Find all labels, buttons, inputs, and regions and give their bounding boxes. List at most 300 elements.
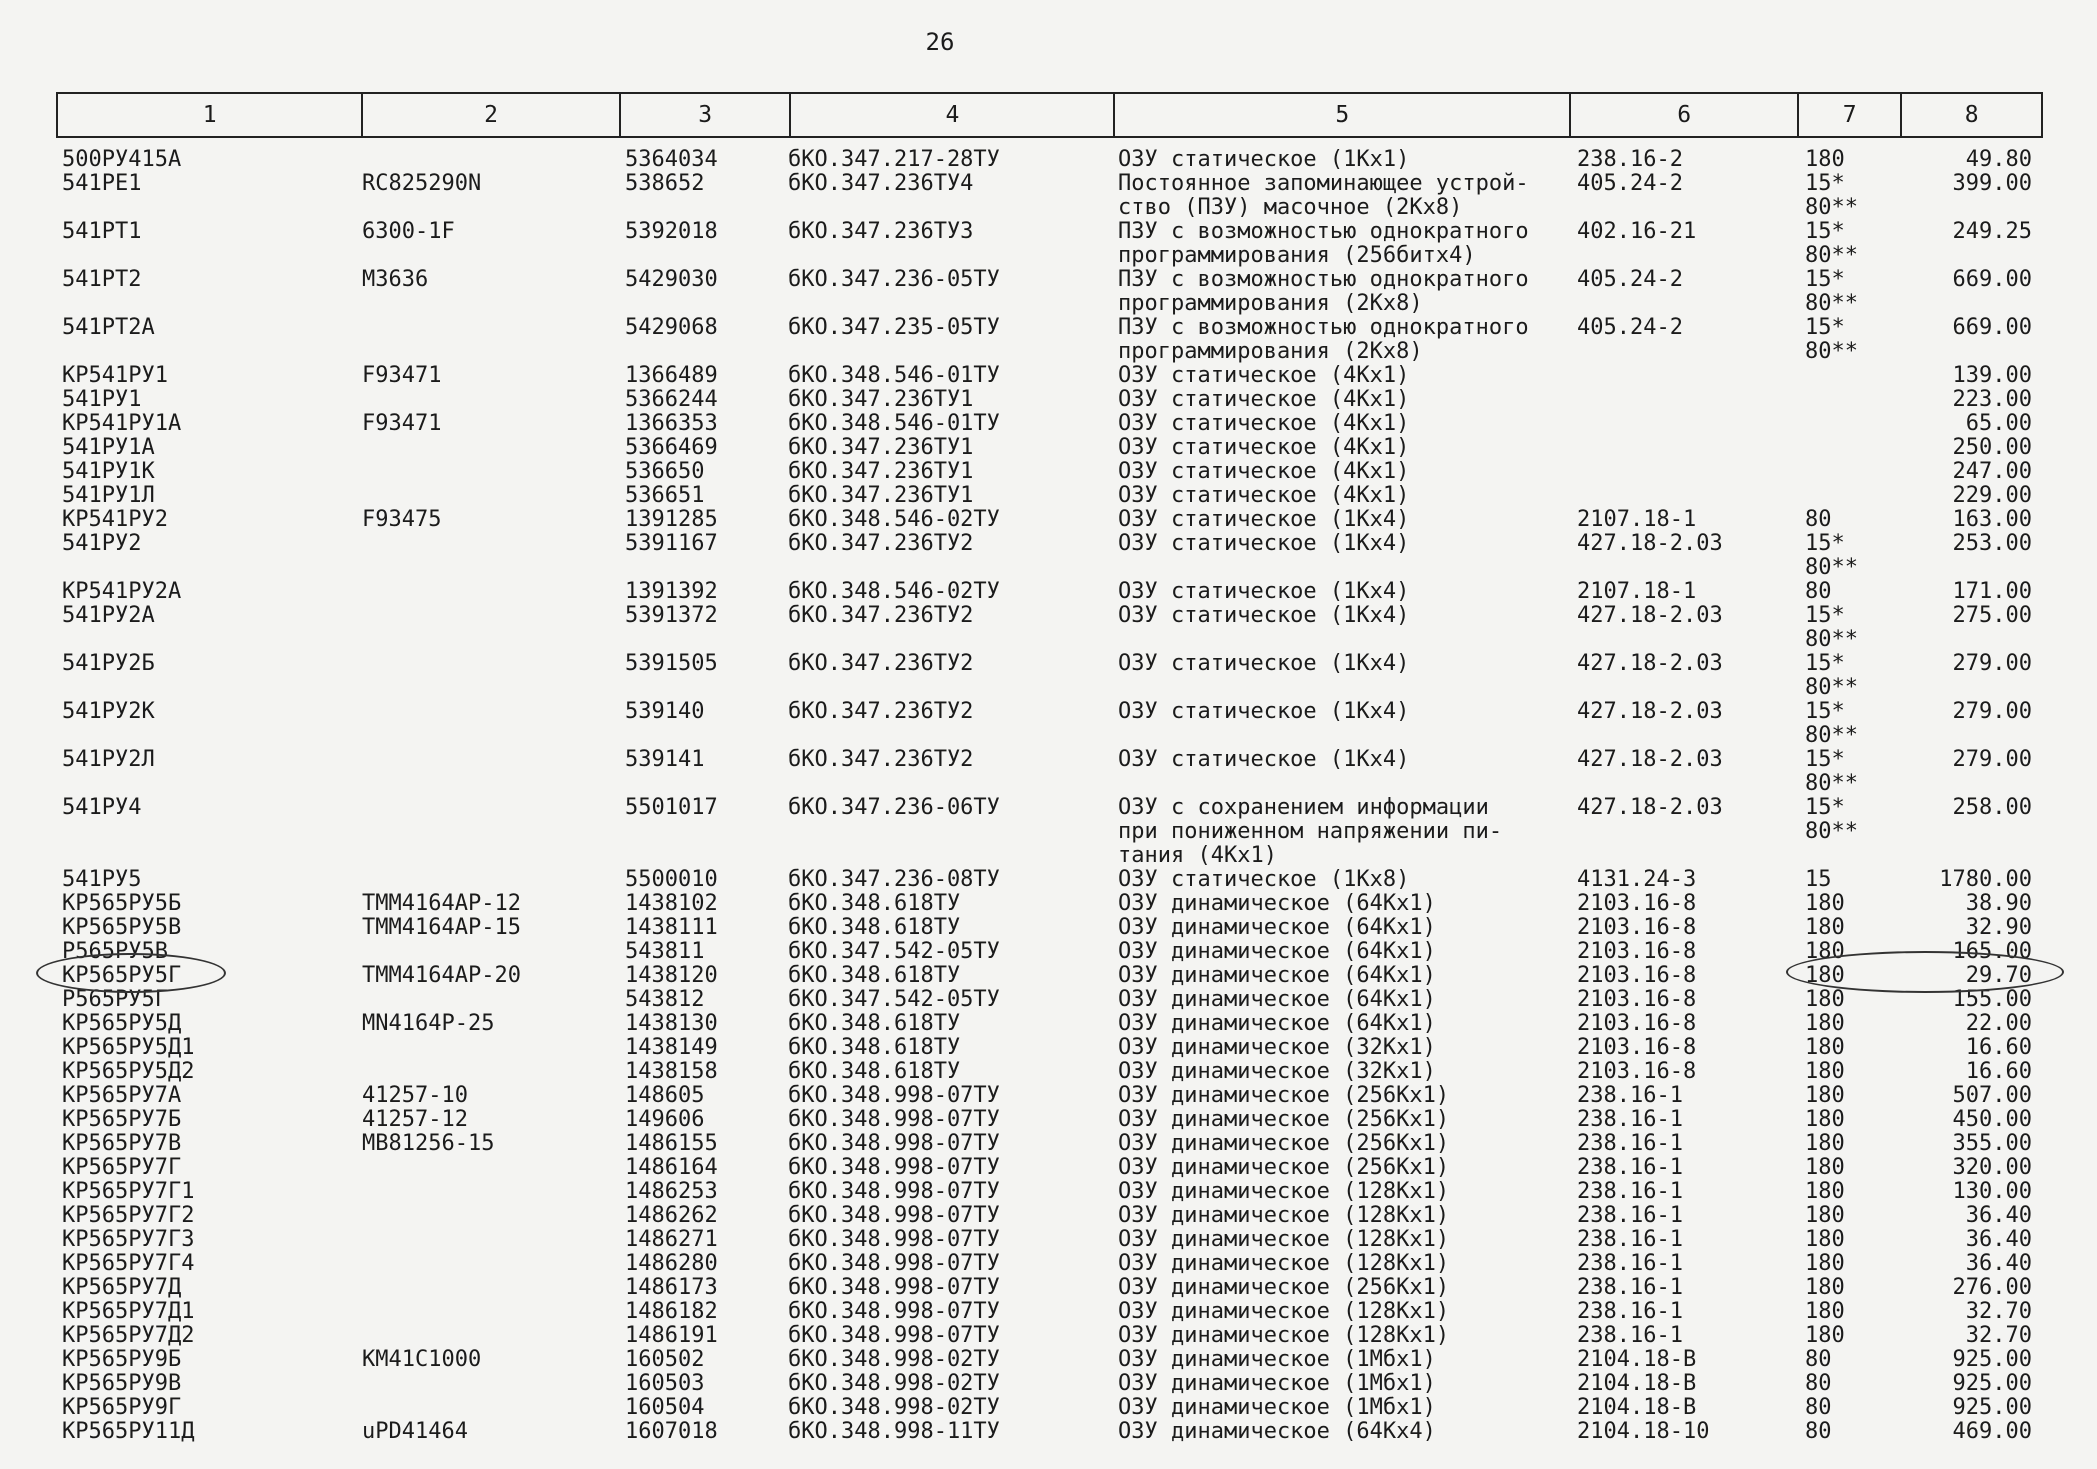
cell-col-6: 405.24-2 [1577,171,1683,196]
cell-col-4: бКО.347.236ТУ2 [788,699,974,724]
cell-col-5: ОЗУ динамическое (64Кх1) [1118,915,1436,940]
table-row [0,1012,2097,1036]
cell-col-8: 669.00 [1952,267,2032,292]
cell-col-3: 1438120 [625,963,718,988]
cell-col-4: бКО.348.618ТУ [788,1059,961,1084]
cell-col-6: 427.18-2.03 [1577,603,1723,628]
cell-col-3: 160503 [625,1371,705,1396]
cell-col-3: 1486155 [625,1131,718,1156]
cell-col-3: 5429068 [625,315,718,340]
cell-col-3: 536651 [625,483,705,508]
cell-col-8: 669.00 [1952,315,2032,340]
cell-col-7: 15* 80** [1805,603,1858,652]
header-col-8: 8 [1964,102,1979,128]
cell-col-7: 180 [1805,1131,1845,1156]
cell-col-6: 2107.18-1 [1577,507,1697,532]
table-row [0,316,2097,364]
cell-col-6: 238.16-1 [1577,1131,1683,1156]
cell-col-7: 180 [1805,1203,1845,1228]
table-row [0,364,2097,388]
table-row [0,460,2097,484]
cell-col-5: ОЗУ динамическое (64Кх1) [1118,891,1436,916]
cell-col-2: TMM4164AP-12 [362,891,521,916]
table-row [0,172,2097,220]
cell-col-1: КР565РУ9В [62,1371,182,1396]
cell-col-4: бКО.348.998-11ТУ [788,1419,1000,1444]
cell-col-7: 180 [1805,1179,1845,1204]
cell-col-3: 5501017 [625,795,718,820]
cell-col-8: 253.00 [1952,531,2032,556]
cell-col-8: 507.00 [1952,1083,2032,1108]
cell-col-5: ОЗУ статическое (1Кх4) [1118,603,1410,628]
cell-col-8: 65.00 [1965,411,2032,436]
table-row [0,1180,2097,1204]
cell-col-1: КР565РУ7Д1 [62,1299,195,1324]
cell-col-7: 15* 80** [1805,699,1858,748]
cell-col-7: 180 [1805,1299,1845,1324]
cell-col-8: 320.00 [1952,1155,2032,1180]
cell-col-1: 541РУ1Л [62,483,155,508]
cell-col-1: КР565РУ7Г4 [62,1251,195,1276]
cell-col-2: 6300-1F [362,219,455,244]
cell-col-7: 15* 80** [1805,267,1858,316]
table-row [0,1132,2097,1156]
cell-col-4: бКО.347.236-06ТУ [788,795,1000,820]
cell-col-5: ОЗУ динамическое (32Кх1) [1118,1035,1436,1060]
cell-col-7: 80 [1805,1419,1832,1444]
table-header [56,92,2043,138]
table-row [0,1276,2097,1300]
cell-col-8: 275.00 [1952,603,2032,628]
cell-col-8: 36.40 [1965,1203,2032,1228]
cell-col-7: 80 [1805,1395,1832,1420]
cell-col-1: 541РТ1 [62,219,142,244]
table-row [0,1156,2097,1180]
cell-col-5: ОЗУ статическое (4Кх1) [1118,483,1410,508]
cell-col-8: 155.00 [1952,987,2032,1012]
cell-col-5: ОЗУ статическое (1Кх4) [1118,579,1410,604]
cell-col-2: MB81256-15 [362,1131,495,1156]
table-row [0,1060,2097,1084]
cell-col-3: 1438158 [625,1059,718,1084]
cell-col-6: 2107.18-1 [1577,579,1697,604]
cell-col-1: 541РУ2Л [62,747,155,772]
cell-col-2: KM41C1000 [362,1347,482,1372]
cell-col-5: ОЗУ динамическое (256Кх1) [1118,1083,1450,1108]
cell-col-1: КР565РУ7Б [62,1107,182,1132]
cell-col-4: бКО.348.998-07ТУ [788,1227,1000,1252]
cell-col-2: F93475 [362,507,442,532]
cell-col-5: ОЗУ статическое (4Кх1) [1118,459,1410,484]
pen-circle-mark-1 [36,953,226,993]
cell-col-7: 80 [1805,507,1832,532]
cell-col-7: 15* 80** [1805,651,1858,700]
cell-col-4: бКО.348.998-02ТУ [788,1347,1000,1372]
cell-col-8: 32.70 [1965,1299,2032,1324]
cell-col-6: 238.16-1 [1577,1227,1683,1252]
cell-col-8: 22.00 [1965,1011,2032,1036]
cell-col-8: 229.00 [1952,483,2032,508]
cell-col-7: 180 [1805,1107,1845,1132]
table-row [0,1348,2097,1372]
cell-col-6: 238.16-1 [1577,1083,1683,1108]
cell-col-6: 2103.16-8 [1577,987,1697,1012]
table-row [0,1300,2097,1324]
table-row [0,796,2097,868]
cell-col-8: 258.00 [1952,795,2032,820]
cell-col-4: бКО.347.235-05ТУ [788,315,1000,340]
cell-col-5: ОЗУ динамическое (1Мбх1) [1118,1395,1436,1420]
cell-col-5: ОЗУ статическое (1Кх4) [1118,747,1410,772]
cell-col-6: 2104.18-В [1577,1347,1697,1372]
cell-col-1: КР565РУ7В [62,1131,182,1156]
cell-col-4: бКО.348.546-01ТУ [788,363,1000,388]
cell-col-2: MN4164P-25 [362,1011,495,1036]
cell-col-7: 180 [1805,939,1845,964]
cell-col-3: 1366489 [625,363,718,388]
cell-col-8: 279.00 [1952,747,2032,772]
cell-col-1: КР565РУ7Г1 [62,1179,195,1204]
table-row [0,1420,2097,1444]
cell-col-8: 279.00 [1952,651,2032,676]
cell-col-1: 541РУ2 [62,531,142,556]
cell-col-8: 165.00 [1952,939,2032,964]
cell-col-3: 5500010 [625,867,718,892]
cell-col-4: бКО.348.546-02ТУ [788,579,1000,604]
cell-col-6: 2103.16-8 [1577,963,1697,988]
cell-col-4: бКО.348.998-07ТУ [788,1155,1000,1180]
pen-circle-mark-2 [1786,951,2064,993]
cell-col-4: бКО.348.998-07ТУ [788,1299,1000,1324]
cell-col-4: бКО.347.542-05ТУ [788,939,1000,964]
cell-col-4: бКО.347.236ТУ1 [788,459,974,484]
cell-col-3: 5429030 [625,267,718,292]
cell-col-8: 16.60 [1965,1035,2032,1060]
cell-col-3: 1391392 [625,579,718,604]
table-row [0,580,2097,604]
cell-col-5: ПЗУ с возможностью однократного программирования (2Кх8) [1118,315,1529,364]
cell-col-6: 2103.16-8 [1577,1059,1697,1084]
cell-col-4: бКО.348.998-02ТУ [788,1371,1000,1396]
cell-col-7: 180 [1805,963,1845,988]
cell-col-3: 1438149 [625,1035,718,1060]
cell-col-1: 541РУ2К [62,699,155,724]
table-row [0,508,2097,532]
cell-col-5: ПЗУ с возможностью однократного программирования (2Кх8) [1118,267,1529,316]
table-row [0,1252,2097,1276]
cell-col-3: 538652 [625,171,705,196]
cell-col-1: КР541РУ1А [62,411,182,436]
table-row [0,148,2097,172]
cell-col-8: 355.00 [1952,1131,2032,1156]
cell-col-5: ОЗУ статическое (1Кх4) [1118,699,1410,724]
cell-col-4: бКО.347.236ТУ1 [788,483,974,508]
cell-col-3: 5391372 [625,603,718,628]
cell-col-6: 238.16-2 [1577,147,1683,172]
cell-col-4: бКО.347.236ТУ3 [788,219,974,244]
cell-col-5: Постоянное запоминающее устрой- ство (ПЗУ) масочное (2Кх8) [1118,171,1529,220]
table-row [0,484,2097,508]
cell-col-1: 541РТ2А [62,315,155,340]
cell-col-6: 2103.16-8 [1577,891,1697,916]
cell-col-2: TMM4164AP-20 [362,963,521,988]
cell-col-1: 541РУ1К [62,459,155,484]
cell-col-4: бКО.348.998-07ТУ [788,1131,1000,1156]
cell-col-7: 180 [1805,1155,1845,1180]
cell-col-5: ОЗУ динамическое (256Кх1) [1118,1155,1450,1180]
cell-col-7: 15* 80** [1805,795,1858,844]
cell-col-4: бКО.347.236ТУ2 [788,651,974,676]
cell-col-8: 276.00 [1952,1275,2032,1300]
cell-col-6: 427.18-2.03 [1577,651,1723,676]
cell-col-5: ОЗУ статическое (1Кх4) [1118,651,1410,676]
cell-col-3: 160504 [625,1395,705,1420]
cell-col-4: бКО.347.236ТУ1 [788,387,974,412]
table-row [0,988,2097,1012]
cell-col-8: 139.00 [1952,363,2032,388]
table-row [0,652,2097,700]
cell-col-3: 148605 [625,1083,705,1108]
cell-col-2: RC825290N [362,171,482,196]
table-row [0,868,2097,892]
cell-col-6: 427.18-2.03 [1577,795,1723,820]
cell-col-3: 1486164 [625,1155,718,1180]
cell-col-5: ОЗУ динамическое (1Мбх1) [1118,1371,1436,1396]
cell-col-7: 180 [1805,147,1845,172]
cell-col-1: КР565РУ7А [62,1083,182,1108]
cell-col-1: КР565РУ7Г3 [62,1227,195,1252]
cell-col-1: КР565РУ9Б [62,1347,182,1372]
cell-col-7: 15* 80** [1805,171,1858,220]
cell-col-3: 539141 [625,747,705,772]
cell-col-5: ОЗУ динамическое (128Кх1) [1118,1203,1450,1228]
cell-col-8: 29.70 [1965,963,2032,988]
cell-col-7: 180 [1805,1035,1845,1060]
cell-col-4: бКО.348.618ТУ [788,1035,961,1060]
cell-col-5: ОЗУ динамическое (64Кх1) [1118,987,1436,1012]
header-col-6: 6 [1571,94,1799,136]
cell-col-1: Р565РУ5Г [62,987,168,1012]
cell-col-5: ОЗУ динамическое (256Кх1) [1118,1275,1450,1300]
cell-col-5: ОЗУ динамическое (64Кх1) [1118,963,1436,988]
cell-col-6: 427.18-2.03 [1577,699,1723,724]
cell-col-2: F93471 [362,363,442,388]
cell-col-8: 469.00 [1952,1419,2032,1444]
cell-col-3: 1607018 [625,1419,718,1444]
cell-col-7: 180 [1805,987,1845,1012]
cell-col-4: бКО.348.998-07ТУ [788,1083,1000,1108]
cell-col-5: ОЗУ статическое (1Кх4) [1118,507,1410,532]
cell-col-6: 2104.18-10 [1577,1419,1710,1444]
cell-col-4: бКО.348.998-07ТУ [788,1323,1000,1348]
cell-col-7: 180 [1805,1011,1845,1036]
cell-col-1: 541РУ1А [62,435,155,460]
table-row [0,412,2097,436]
table-row [0,268,2097,316]
header-col-2: 2 [363,94,621,136]
header-col-4: 4 [791,94,1115,136]
table-row [0,388,2097,412]
cell-col-7: 180 [1805,1275,1845,1300]
cell-col-2: TMM4164AP-15 [362,915,521,940]
cell-col-6: 427.18-2.03 [1577,531,1723,556]
cell-col-1: 541РЕ1 [62,171,142,196]
cell-col-8: 38.90 [1965,891,2032,916]
cell-col-7: 180 [1805,1059,1845,1084]
cell-col-6: 402.16-21 [1577,219,1697,244]
table-row [0,1372,2097,1396]
cell-col-3: 1486173 [625,1275,718,1300]
cell-col-8: 32.70 [1965,1323,2032,1348]
cell-col-1: КР541РУ2А [62,579,182,604]
cell-col-1: КР565РУ11Д [62,1419,195,1444]
cell-col-8: 250.00 [1952,435,2032,460]
table-row [0,1324,2097,1348]
cell-col-7: 180 [1805,1323,1845,1348]
cell-col-5: ОЗУ динамическое (256Кх1) [1118,1107,1450,1132]
cell-col-5: ОЗУ статическое (4Кх1) [1118,387,1410,412]
cell-col-6: 4131.24-3 [1577,867,1697,892]
cell-col-8: 36.40 [1965,1251,2032,1276]
cell-col-1: 541РУ5 [62,867,142,892]
cell-col-6: 238.16-1 [1577,1107,1683,1132]
cell-col-3: 1391285 [625,507,718,532]
cell-col-5: ОЗУ динамическое (128Кх1) [1118,1179,1450,1204]
cell-col-7: 180 [1805,1083,1845,1108]
cell-col-6: 238.16-1 [1577,1155,1683,1180]
cell-col-7: 80 [1805,1371,1832,1396]
cell-col-1: КР565РУ5Д2 [62,1059,195,1084]
cell-col-4: бКО.347.236ТУ2 [788,747,974,772]
header-col-3: 3 [621,94,791,136]
cell-col-6: 238.16-1 [1577,1323,1683,1348]
cell-col-6: 2104.18-В [1577,1371,1697,1396]
cell-col-4: бКО.348.546-01ТУ [788,411,1000,436]
cell-col-3: 1438130 [625,1011,718,1036]
cell-col-7: 180 [1805,915,1845,940]
cell-col-6: 2104.18-В [1577,1395,1697,1420]
cell-col-3: 543811 [625,939,705,964]
cell-col-1: 541РУ2А [62,603,155,628]
cell-col-5: ОЗУ динамическое (256Кх1) [1118,1131,1450,1156]
cell-col-7: 180 [1805,891,1845,916]
cell-col-3: 1438111 [625,915,718,940]
cell-col-1: КР565РУ5Д [62,1011,182,1036]
cell-col-4: бКО.347.236ТУ1 [788,435,974,460]
cell-col-5: ОЗУ с сохранением информации при пониженном напряжении пи- тания (4Кх1) [1118,795,1503,868]
cell-col-3: 1486182 [625,1299,718,1324]
table-row [0,220,2097,268]
cell-col-6: 405.24-2 [1577,267,1683,292]
cell-col-6: 2103.16-8 [1577,1011,1697,1036]
cell-col-4: бКО.347.217-28ТУ [788,147,1000,172]
cell-col-4: бКО.348.998-07ТУ [788,1275,1000,1300]
cell-col-8: 925.00 [1952,1347,2032,1372]
cell-col-4: бКО.348.998-07ТУ [788,1203,1000,1228]
cell-col-2: M3636 [362,267,429,292]
cell-col-8: 450.00 [1952,1107,2032,1132]
cell-col-5: ПЗУ с возможностью однократного программирования (256битх4) [1118,219,1529,268]
cell-col-1: КР565РУ5Д1 [62,1035,195,1060]
cell-col-8: 16.60 [1965,1059,2032,1084]
cell-col-2: uPD41464 [362,1419,468,1444]
cell-col-7: 80 [1805,579,1832,604]
cell-col-5: ОЗУ статическое (4Кх1) [1118,411,1410,436]
cell-col-4: бКО.347.236-05ТУ [788,267,1000,292]
cell-col-6: 405.24-2 [1577,315,1683,340]
cell-col-8: 247.00 [1952,459,2032,484]
cell-col-3: 1486191 [625,1323,718,1348]
cell-col-5: ОЗУ динамическое (1Мбх1) [1118,1347,1436,1372]
table-row [0,748,2097,796]
cell-col-7: 15* 80** [1805,531,1858,580]
cell-col-6: 2103.16-8 [1577,915,1697,940]
cell-col-4: бКО.347.236ТУ2 [788,531,974,556]
cell-col-6: 238.16-1 [1577,1179,1683,1204]
cell-col-3: 160502 [625,1347,705,1372]
cell-col-7: 180 [1805,1227,1845,1252]
cell-col-1: КР541РУ1 [62,363,168,388]
cell-col-6: 2103.16-8 [1577,939,1697,964]
cell-col-1: 500РУ415А [62,147,182,172]
cell-col-5: ОЗУ динамическое (64Кх1) [1118,939,1436,964]
cell-col-7: 15 [1805,867,1832,892]
cell-col-3: 1486262 [625,1203,718,1228]
cell-col-3: 1438102 [625,891,718,916]
table-row [0,700,2097,748]
cell-col-5: ОЗУ динамическое (128Кх1) [1118,1299,1450,1324]
cell-col-3: 1486271 [625,1227,718,1252]
cell-col-4: бКО.348.998-07ТУ [788,1251,1000,1276]
cell-col-3: 543812 [625,987,705,1012]
table-row [0,604,2097,652]
cell-col-2: 41257-12 [362,1107,468,1132]
cell-col-2: 41257-10 [362,1083,468,1108]
cell-col-5: ОЗУ статическое (1Кх4) [1118,531,1410,556]
table-row [0,1084,2097,1108]
cell-col-7: 15* 80** [1805,747,1858,796]
cell-col-5: ОЗУ динамическое (64Кх4) [1118,1419,1436,1444]
cell-col-4: бКО.348.998-02ТУ [788,1395,1000,1420]
cell-col-4: бКО.347.236-08ТУ [788,867,1000,892]
cell-col-4: бКО.348.998-07ТУ [788,1107,1000,1132]
cell-col-8: 130.00 [1952,1179,2032,1204]
cell-col-7: 180 [1805,1251,1845,1276]
cell-col-4: бКО.348.618ТУ [788,1011,961,1036]
cell-col-5: ОЗУ статическое (4Кх1) [1118,363,1410,388]
cell-col-5: ОЗУ статическое (1Кх8) [1118,867,1410,892]
table-row [0,892,2097,916]
cell-col-1: КР541РУ2 [62,507,168,532]
table-row [0,436,2097,460]
cell-col-5: ОЗУ динамическое (128Кх1) [1118,1227,1450,1252]
cell-col-4: бКО.348.998-07ТУ [788,1179,1000,1204]
cell-col-1: КР565РУ5Г [62,963,182,988]
cell-col-2: F93471 [362,411,442,436]
cell-col-3: 5391505 [625,651,718,676]
header-col-1: 1 [58,94,363,136]
cell-col-7: 15* 80** [1805,219,1858,268]
cell-col-8: 925.00 [1952,1395,2032,1420]
cell-col-4: бКО.348.618ТУ [788,963,961,988]
cell-col-1: КР565РУ7Г [62,1155,182,1180]
cell-col-8: 399.00 [1952,171,2032,196]
cell-col-5: ОЗУ динамическое (64Кх1) [1118,1011,1436,1036]
cell-col-4: бКО.347.236ТУ2 [788,603,974,628]
cell-col-6: 427.18-2.03 [1577,747,1723,772]
cell-col-3: 5391167 [625,531,718,556]
cell-col-4: бКО.347.236ТУ4 [788,171,974,196]
